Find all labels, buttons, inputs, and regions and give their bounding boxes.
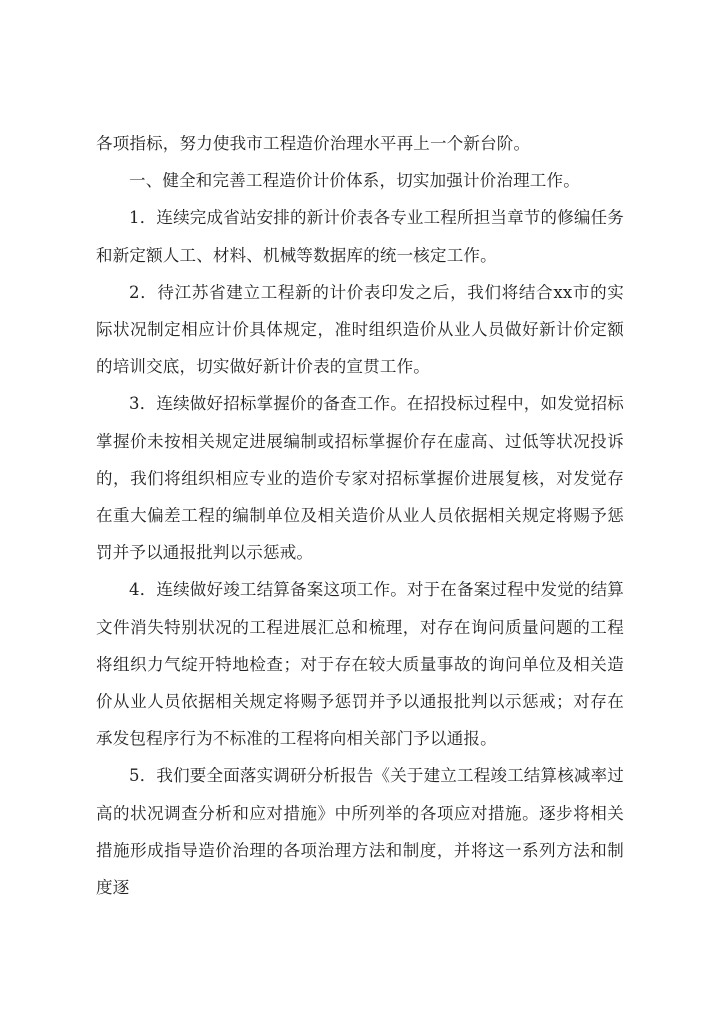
list-item-1: 1．连续完成省站安排的新计价表各专业工程所担当章节的修编任务和新定额人工、材料、机械等数据库的统一核定工作。 <box>96 208 624 265</box>
paragraph-continuation: 各项指标，努力使我市工程造价治理水平再上一个新台阶。 <box>96 134 531 153</box>
document-body <box>96 125 624 906</box>
list-item-5: 5．我们要全面落实调研分析报告《关于建立工程竣工结算核减率过高的状况调查分析和应对措施》中所列举的各项应对措施。逐步将相关措施形成指导造价治理的各项治理方法和制度，并将这一系列方法和制度逐 <box>96 766 624 898</box>
list-item-3: 3．连续做好招标掌握价的备查工作。在招投标过程中，如发觉招标掌握价未按相关规定进展编制或招标掌握价存在虚高、过低等状况投诉的，我们将组织相应专业的造价专家对招标掌握价进展复核，对发觉存在重大偏差工程的编制单位及相关造价从业人员依据相关规定将赐予惩罚并予以通报批判以示惩戒。 <box>96 394 624 563</box>
list-item-4: 4．连续做好竣工结算备案这项工作。对于在备案过程中发觉的结算文件消失特别状况的工程进展汇总和梳理，对存在询问质量问题的工程将组织力气绽开特地检查；对于存在较大质量事故的询问单位及相关造价从业人员依据相关规定将赐予惩罚并予以通报批判以示惩戒；对存在承发包程序行为不标准的工程将向相关部门予以通报。 <box>96 580 624 749</box>
list-item-2: 2．待江苏省建立工程新的计价表印发之后，我们将结合xx市的实际状况制定相应计价具体规定，准时组织造价从业人员做好新计价定额的培训交底，切实做好新计价表的宣贯工作。 <box>96 282 624 377</box>
section-heading-1: 一、健全和完善工程造价计价体系，切实加强计价治理工作。 <box>129 171 580 191</box>
